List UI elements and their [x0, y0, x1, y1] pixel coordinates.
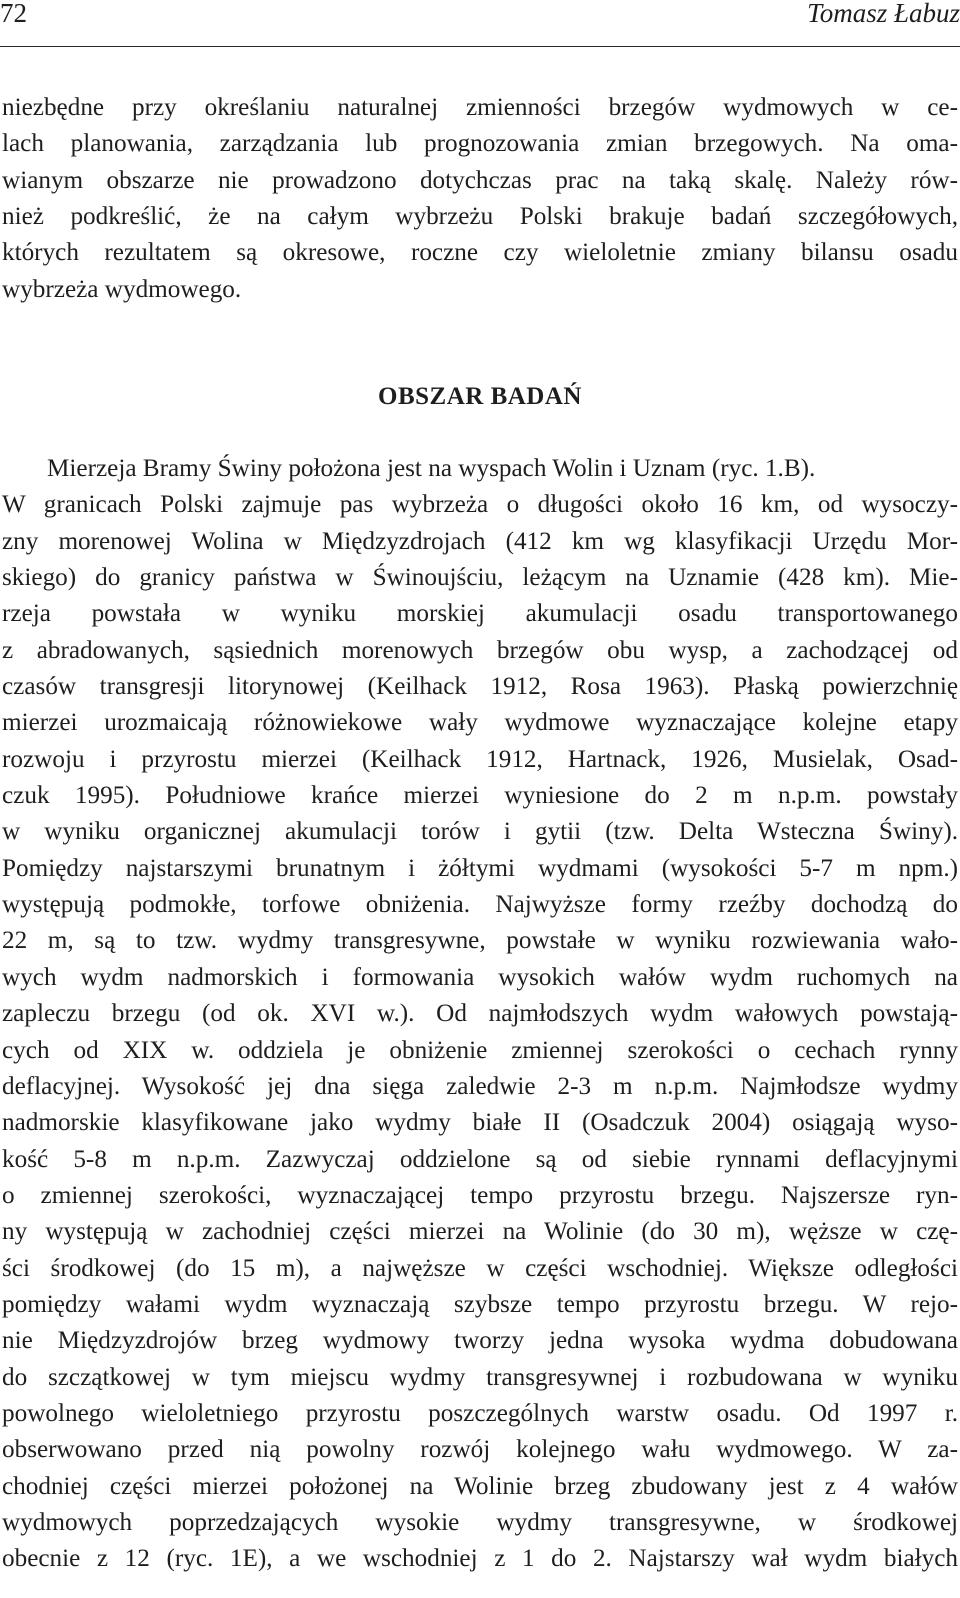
paragraph-study-area — [2, 451, 958, 1578]
running-header — [0, 0, 960, 47]
text-line: powolnego wieloletniego przyrostu poszczególnych warstw osadu. Od 1997 r. — [2, 1399, 958, 1427]
text-line: rozwoju i przyrostu mierzei (Keilhack 1912, Hartnack, 1926, Musielak, Osad- — [2, 745, 958, 773]
text-line: o zmiennej szerokości, wyznaczającej tempo przyrostu brzegu. Najszersze ryn- — [2, 1181, 958, 1209]
running-author: Tomasz Łabuz — [807, 0, 960, 28]
text-line: mierzei urozmaicają różnowiekowe wały wydmowe wyznaczające kolejne etapy — [2, 709, 958, 737]
text-line: lach planowania, zarządzania lub prognozowania zmian brzegowych. Na oma- — [2, 130, 958, 158]
text-line: kość 5-8 m n.p.m. Zazwyczaj oddzielone są od siebie rynnami deflacyjnymi — [2, 1145, 958, 1173]
text-line: zapleczu brzegu (od ok. XVI w.). Od najmłodszych wydm wałowych powstają- — [2, 1000, 958, 1028]
text-line: występują podmokłe, torfowe obniżenia. Najwyższe formy rzeźby dochodzą do — [2, 891, 958, 919]
text-line: nie Międzyzdrojów brzeg wydmowy tworzy jedna wysoka wydma dobudowana — [2, 1327, 958, 1355]
text-line: nież podkreślić, że na całym wybrzeżu Polski brakuje badań szczegółowych, — [2, 203, 958, 231]
text-line: czuk 1995). Południowe krańce mierzei wyniesione do 2 m n.p.m. powstały — [2, 782, 958, 810]
text-line: nadmorskie klasyfikowane jako wydmy białe II (Osadczuk 2004) osiągają wyso- — [2, 1109, 958, 1137]
section-heading: OBSZAR BADAŃ — [378, 383, 582, 410]
text-line: wydmowych poprzedzających wysokie wydmy transgresywne, w środkowej — [2, 1508, 958, 1536]
text-line: skiego) do granicy państwa w Świnoujściu, leżącym na Uznamie (428 km). Mie- — [2, 564, 958, 592]
text-line: wych wydm nadmorskich i formowania wysokich wałów wydm ruchomych na — [2, 963, 958, 991]
text-line: obecnie z 12 (ryc. 1E), a we wschodniej z 1 do 2. Najstarszy wał wydm białych — [2, 1545, 958, 1573]
text-line: wianym obszarze nie prowadzono dotychczas prac na taką skalę. Należy rów- — [2, 166, 958, 194]
text-line: których rezultatem są okresowe, roczne czy wieloletnie zmiany bilansu osadu — [2, 239, 958, 267]
text-line: wybrzeża wydmowego. — [2, 275, 242, 303]
text-line: zny morenowej Wolina w Międzyzdrojach (412 km wg klasyfikacji Urzędu Mor- — [2, 527, 958, 555]
text-line: Pomiędzy najstarszymi brunatnym i żółtymi wydmami (wysokości 5-7 m npm.) — [2, 854, 958, 882]
text-line: pomiędzy wałami wydm wyznaczają szybsze tempo przyrostu brzegu. W rejo- — [2, 1290, 958, 1318]
text-line: rzeja powstała w wyniku morskiej akumulacji osadu transportowanego — [2, 600, 958, 628]
text-line: deflacyjnej. Wysokość jej dna sięga zaledwie 2-3 m n.p.m. Najmłodsze wydmy — [2, 1072, 958, 1100]
text-line: z abradowanych, sąsiednich morenowych brzegów obu wysp, a zachodzącej od — [2, 636, 958, 664]
text-line: do szczątkowej w tym miejscu wydmy transgresywnej i rozbudowana w wyniku — [2, 1363, 958, 1391]
page-number: 72 — [0, 0, 27, 28]
text-line: czasów transgresji litorynowej (Keilhack 1912, Rosa 1963). Płaską powierzchnię — [2, 673, 958, 701]
text-line: ny występują w zachodniej części mierzei na Wolinie (do 30 m), węższe w czę- — [2, 1218, 958, 1246]
text-line: W granicach Polski zajmuje pas wybrzeża o długości około 16 km, od wysoczy- — [2, 491, 958, 519]
text-line: niezbędne przy określaniu naturalnej zmienności brzegów wydmowych w ce- — [2, 94, 958, 121]
paragraph-continued — [2, 90, 958, 308]
text-line: obserwowano przed nią powolny rozwój kolejnego wału wydmowego. W za- — [2, 1436, 958, 1464]
text-line: ści środkowej (do 15 m), a najwęższe w części wschodniej. Większe odległości — [2, 1254, 958, 1282]
text-line: cych od XIX w. oddziela je obniżenie zmiennej szerokości o cechach rynny — [2, 1036, 958, 1064]
text-line: 22 m, są to tzw. wydmy transgresywne, powstałe w wyniku rozwiewania wało- — [2, 927, 958, 955]
text-line: w wyniku organicznej akumulacji torów i gytii (tzw. Delta Wsteczna Świny). — [2, 818, 958, 846]
text-line: Mierzeja Bramy Świny położona jest na wyspach Wolin i Uznam (ryc. 1.B). — [47, 455, 816, 482]
text-line: chodniej części mierzei położonej na Wolinie brzeg zbudowany jest z 4 wałów — [2, 1472, 958, 1500]
